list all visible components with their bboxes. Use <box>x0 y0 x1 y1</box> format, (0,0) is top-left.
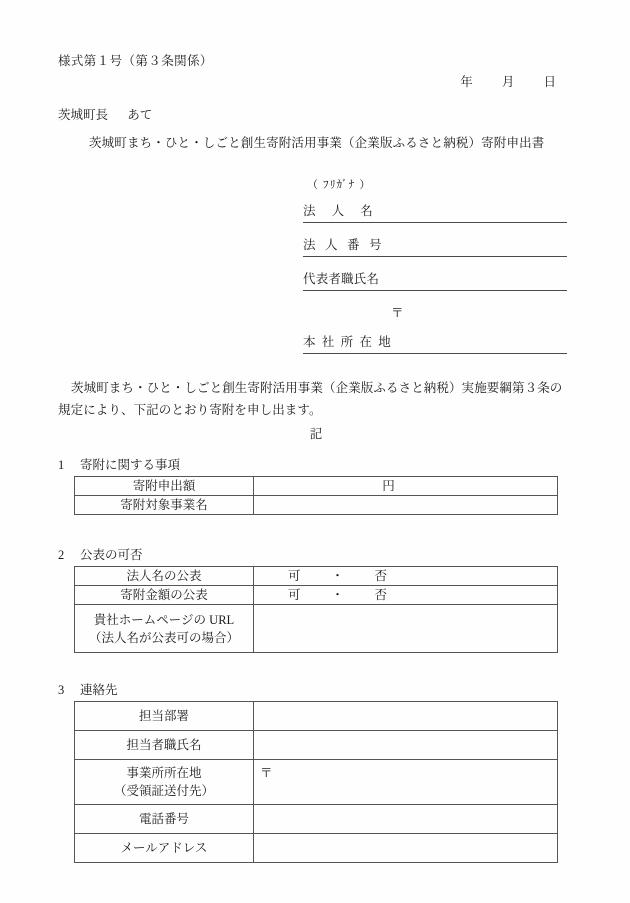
representative-name-field[interactable] <box>303 269 567 291</box>
phone-number-value[interactable] <box>254 805 558 834</box>
applicant-block <box>303 176 567 366</box>
representative-name-label: 代表者職氏名 <box>303 272 380 286</box>
table-row <box>75 496 558 515</box>
section3-title: 連絡先 <box>80 683 118 697</box>
table-row <box>75 605 558 653</box>
table-row <box>75 586 558 605</box>
ki-mark: 記 <box>309 427 323 441</box>
table-row <box>75 805 558 834</box>
phone-number-label: 電話番号 <box>75 805 254 834</box>
disclose-name-label: 法人名の公表 <box>75 567 254 586</box>
section3-number: 3 <box>58 683 65 697</box>
corporation-number-field[interactable] <box>303 235 567 257</box>
disclose-name-choice[interactable] <box>254 567 558 586</box>
section2-heading <box>58 545 558 563</box>
target-project-value[interactable] <box>254 496 558 515</box>
office-address-label-line2: （受領証送付先） <box>113 784 214 798</box>
page-title: 茨城町まち・ひと・しごと創生寄附活用事業（企業版ふるさと納税）寄附申出書 <box>89 136 545 150</box>
section2-number: 2 <box>58 548 65 562</box>
table-row <box>75 760 558 805</box>
office-address-label-line1: 事業所所在地 <box>126 765 202 780</box>
website-url-value[interactable] <box>254 605 558 653</box>
choice-yes-option[interactable]: 可 <box>288 588 301 603</box>
office-address-label <box>75 760 254 805</box>
disclosure-table <box>74 566 558 653</box>
donation-amount-label: 寄附申出額 <box>75 477 254 496</box>
section1-number: 1 <box>58 458 65 472</box>
contact-person-value[interactable] <box>254 731 558 760</box>
choice-yes-option[interactable]: 可 <box>288 569 301 583</box>
choice-group <box>260 586 551 604</box>
website-url-label <box>75 605 254 653</box>
date-year-label: 年 <box>460 75 473 89</box>
addressee-suffix: あて <box>127 108 153 122</box>
table-row <box>75 834 558 863</box>
section-contact <box>58 680 558 863</box>
corporation-name-field[interactable] <box>303 201 567 223</box>
addressee-name: 茨城町長 <box>58 108 109 122</box>
table-row <box>75 477 558 496</box>
section-donation-details <box>58 455 558 515</box>
corporation-number-label: 法 人 番 号 <box>303 238 385 252</box>
section1-heading <box>58 455 558 473</box>
postal-code-icon: 〒 <box>391 306 404 320</box>
postal-code-icon: 〒 <box>260 766 273 780</box>
choice-no-option[interactable]: 否 <box>374 588 388 603</box>
head-office-address-field[interactable] <box>303 332 567 354</box>
website-url-label-line2: （法人名が公表可の場合） <box>88 630 239 645</box>
head-office-postal-code-field[interactable] <box>303 303 567 323</box>
target-project-label: 寄附対象事業名 <box>75 496 254 515</box>
head-office-address-label: 本 社 所 在 地 <box>303 335 393 349</box>
email-address-value[interactable] <box>254 834 558 863</box>
table-row <box>75 702 558 731</box>
choice-separator: ・ <box>331 588 344 603</box>
table-row <box>75 567 558 586</box>
date-line <box>460 72 556 90</box>
section3-heading <box>58 680 558 698</box>
date-day-label: 日 <box>543 75 556 89</box>
department-label: 担当部署 <box>75 702 254 731</box>
body-paragraph: 茨城町まち・ひと・しごと創生寄附活用事業（企業版ふるさと納税）実施要綱第３条の規定により、下記のとおり寄附を申し出ます。 <box>58 381 563 417</box>
department-value[interactable] <box>254 702 558 731</box>
choice-group <box>260 567 551 585</box>
office-address-value[interactable] <box>254 760 558 805</box>
yen-unit-label: 円 <box>382 479 395 493</box>
corporation-name-label: 法 人 名 <box>303 204 380 218</box>
disclose-amount-choice[interactable] <box>254 586 558 605</box>
date-month-label: 月 <box>501 75 515 89</box>
choice-separator: ・ <box>331 569 344 583</box>
addressee <box>58 105 152 123</box>
donation-amount-value[interactable] <box>254 477 558 496</box>
section2-title: 公表の可否 <box>80 548 143 562</box>
section-disclosure <box>58 545 558 653</box>
table-row <box>75 731 558 760</box>
website-url-label-line1: 貴社ホームページの URL <box>93 612 235 627</box>
contact-person-label: 担当者職氏名 <box>75 731 254 760</box>
choice-no-option[interactable]: 否 <box>374 569 388 583</box>
contact-table <box>74 701 558 863</box>
section1-title: 寄附に関する事項 <box>80 458 181 472</box>
donation-details-table <box>74 476 558 515</box>
disclose-amount-label: 寄附金額の公表 <box>75 586 254 605</box>
form-number: 様式第１号（第３条関係） <box>58 54 213 68</box>
furigana-label: （ ﾌﾘｶﾞﾅ ） <box>307 179 372 191</box>
email-address-label: メールアドレス <box>75 834 254 863</box>
